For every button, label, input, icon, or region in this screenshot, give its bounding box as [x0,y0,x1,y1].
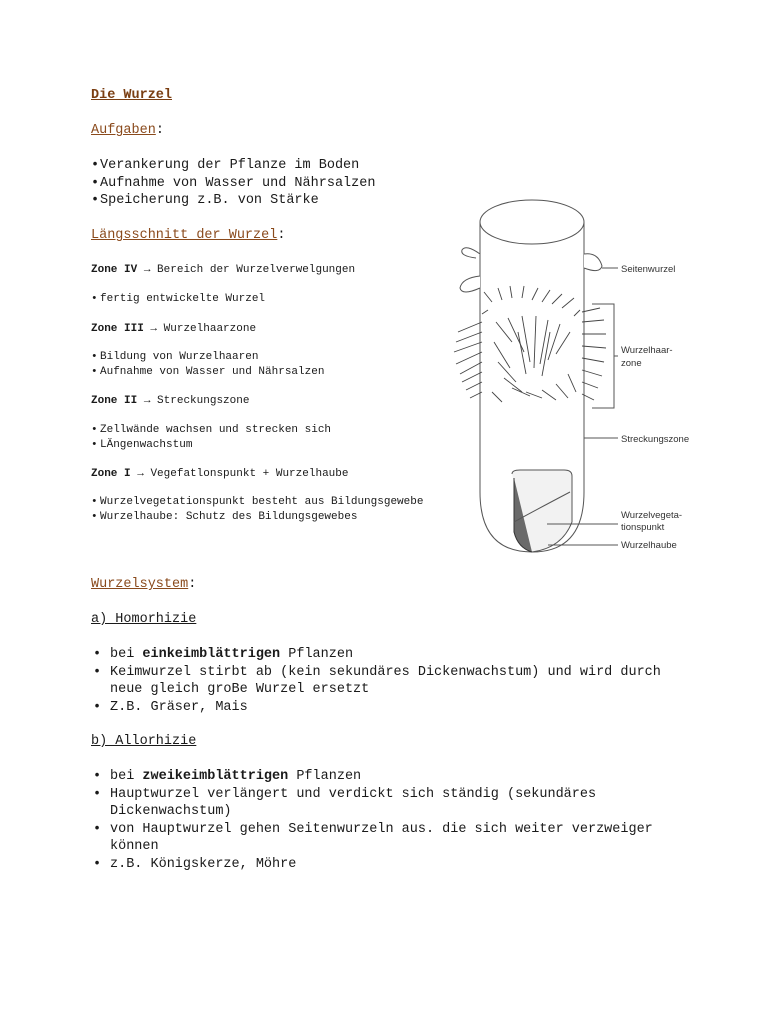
wurzelsystem-colon: : [188,577,197,592]
list-item: • fertig entwickelte Wurzel [91,292,265,307]
label-streckungszone: Streckungszone [621,434,690,445]
root-drawing [454,200,618,552]
text-post: Pflanzen [280,647,354,662]
list-item: • Hauptwurzel verlängert und verdickt sich ständig (sekundäres Dickenwachstum) [91,786,670,821]
zone-iii-line [91,322,256,337]
list-item: • Verankerung der Pflanze im Boden [91,157,375,175]
list-item: • Wurzelhaube: Schutz des Bildungsgewebes [91,510,423,525]
text-post: Pflanzen [288,769,362,784]
list-item: • Z.B. Gräser, Mais [91,699,670,717]
zone-iv-line [91,263,355,278]
label-wurzelhaarzone-1: Wurzelhaar- [621,345,673,356]
zone-label: Zone II [91,395,138,407]
zone-iii-list [91,350,324,379]
arrow: → [143,395,151,407]
list-item: • Aufnahme von Wasser und Nährsalzen [91,175,375,193]
arrow: → [143,264,151,276]
list-item: • Wurzelvegetationspunkt besteht aus Bildungsgewebe [91,495,423,510]
laengsschnitt-colon: : [277,228,286,243]
zone-desc: Vegefatlonspunkt + Wurzelhaube [150,468,349,480]
side-root-left-lower [460,276,480,292]
text-bold: zweikeimblättrigen [142,769,289,784]
wurzelsystem-heading-text: Wurzelsystem [91,577,189,592]
homorhizie-list [91,646,670,716]
side-root-right [584,254,602,271]
laengsschnitt-heading-text: Längsschnitt der Wurzel [91,228,278,243]
allorhizie-heading: b) Allorhizie [91,734,197,749]
label-wurzelhaarzone-2: zone [621,358,642,369]
zone-ii-list [91,423,331,452]
list-item: • Zellwände wachsen und strecken sich [91,423,331,438]
root-hairs [454,286,606,402]
side-root-left-upper [462,248,480,258]
list-item: • von Hauptwurzel gehen Seitenwurzeln aus. die sich weiter verzweiger können [91,821,670,856]
label-vegetationspunkt-2: tionspunkt [621,522,665,533]
aufgaben-list [91,157,375,210]
list-item [91,768,670,786]
label-seitenwurzel: Seitenwurzel [621,264,676,275]
wurzelsystem-heading [91,576,196,594]
zone-i-line [91,467,348,482]
zone-label: Zone I [91,468,131,480]
zone-desc: Wurzelhaarzone [163,323,257,335]
list-item: • LÄngenwachstum [91,438,331,453]
page-title: Die Wurzel [91,88,173,103]
zone-label: Zone IV [91,264,138,276]
arrow: → [150,323,158,335]
arrow: → [137,468,144,480]
zone-ii-line [91,394,249,409]
text-bold: einkeimblättrigen [142,647,281,662]
aufgaben-heading-text: Aufgaben [91,123,156,138]
aufgaben-colon: : [155,123,164,138]
list-item: • z.B. Königskerze, Möhre [91,856,670,874]
list-item: • Aufnahme von Wasser und Nährsalzen [91,365,324,380]
zone-label: Zone III [91,323,144,335]
zone-desc: Streckungszone [157,395,250,407]
root-top-ellipse [480,200,584,244]
list-item: • Keimwurzel stirbt ab (kein sekundäres Dickenwachstum) und wird durch neue gleich groBe Wurzel ersetzt [91,664,670,699]
root-longitudinal-section-diagram [452,192,712,556]
laengsschnitt-heading [91,227,285,245]
label-wurzelhaube: Wurzelhaube [621,540,677,551]
zone-i-list [91,495,423,524]
list-item: • Bildung von Wurzelhaaren [91,350,324,365]
label-vegetationspunkt-1: Wurzelvegeta- [621,510,683,521]
list-item [91,646,670,664]
aufgaben-heading [91,122,164,140]
zone-desc: Bereich der Wurzelverwelgungen [157,264,356,276]
text-pre: bei [110,647,143,662]
list-item: • Speicherung z.B. von Stärke [91,192,375,210]
hair-zone-bracket [592,304,614,408]
text-pre: bei [110,769,143,784]
allorhizie-list [91,768,670,873]
zone-iv-list [91,292,265,307]
homorhizie-heading: a) Homorhizie [91,612,197,627]
